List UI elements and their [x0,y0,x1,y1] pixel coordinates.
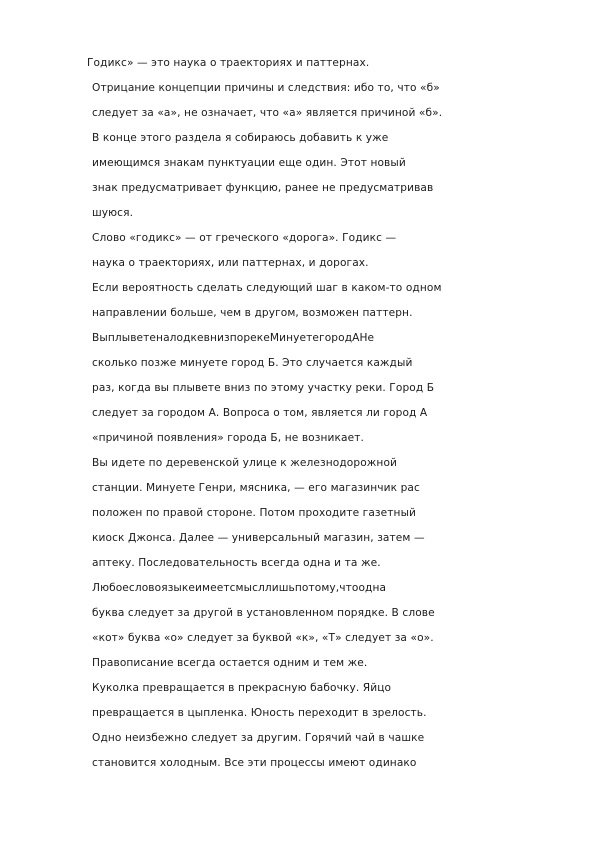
text-line: сколько позже минуете город Б. Это случается каждый [92,357,413,369]
text-line: знак предусматривает функцию, ранее не предусматривав [92,182,434,194]
text-line: направлении больше, чем в другом, возможен паттерн. [92,307,413,319]
text-line: Слово «годикс» — от греческого «дорога». Годикс — [92,232,397,244]
text-line: становится холодным. Все эти процессы имеют одинако [92,757,417,769]
text-line: аптеку. Последовательность всегда одна и та же. [92,557,381,569]
text-line: буква следует за другой в установленном порядке. В слове [92,607,435,619]
text-line: Годикс» — это наука о траекториях и паттернах. [87,57,370,69]
text-line: В конце этого раздела я собираюсь добавить к уже [92,132,389,144]
text-line: превращается в цыпленка. Юность переходит в зрелость. [92,707,427,719]
text-line: станции. Минуете Генри, мясника, — его магазинчик рас [92,482,420,494]
text-line: Куколка превращается в прекрасную бабочку. Яйцо [92,682,392,694]
text-line: следует за городом А. Вопроса о том, является ли город А [92,407,428,419]
text-line: раз, когда вы плывете вниз по этому участку реки. Город Б [92,382,435,394]
text-line: киоск Джонса. Далее — универсальный магазин, затем — [92,532,425,544]
text-line: Правописание всегда остается одним и тем же. [92,657,368,669]
text-line: Любоесловоязыкеимеетсмысллишьпотому,чтоодна [92,582,387,594]
text-line: наука о траекториях, или паттернах, и дорогах. [92,257,369,269]
text-line: следует за «а», не означает, что «а» является причиной «б». [92,107,443,119]
text-line: Отрицание концепции причины и следствия: ибо то, что «б» [92,82,440,94]
text-line: «кот» буква «о» следует за буквой «к», «Т» следует за «о». [92,632,434,644]
text-line: «причиной появления» города Б, не возникает. [92,432,364,444]
text-line: Одно неизбежно следует за другим. Горячий чай в чашке [92,732,425,744]
text-line: положен по правой стороне. Потом проходите газетный [92,507,417,519]
text-line: Вы идете по деревенской улице к железнодорожной [92,457,398,469]
text-line: имеющимся знакам пунктуации еще один. Этот новый [92,157,406,169]
text-line: Если вероятность сделать следующий шаг в каком-то одном [92,282,442,294]
text-line: ВыплыветеналодкевнизпорекеМинуетегородАНе [92,332,375,344]
text-line: шуюся. [92,207,134,219]
